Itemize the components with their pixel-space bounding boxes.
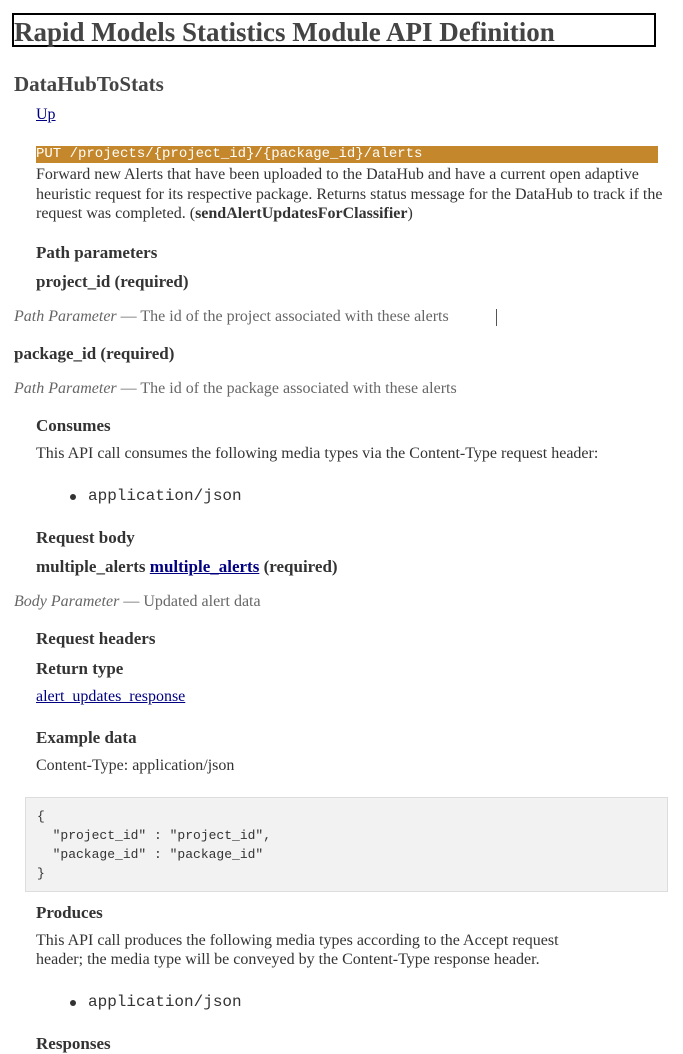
param-name-package-id: package_id (required)	[14, 344, 175, 363]
return-type-heading: Return type	[36, 659, 124, 678]
page-title: Rapid Models Statistics Module API Definition	[12, 13, 656, 47]
required-label: (required)	[263, 557, 338, 576]
responses-heading: Responses	[36, 1034, 111, 1053]
param-desc-project-id	[14, 308, 449, 326]
param-description: Updated alert data	[143, 593, 261, 610]
bullet-icon	[70, 494, 76, 500]
endpoint-description: Forward new Alerts that have been uploaded to the DataHub and have a current open adaptive heuristic request for its respective package. Returns status message for the DataHub to track if the request was completed. (sendAlertUpdatesForClassifier)	[36, 166, 663, 222]
endpoint-method-path: PUT /projects/{project_id}/{package_id}/alerts	[36, 146, 658, 163]
example-content-type: Content-Type: application/json	[36, 757, 235, 774]
text-cursor	[496, 309, 497, 326]
request-headers-heading: Request headers	[36, 629, 156, 648]
param-description: The id of the package associated with these alerts	[140, 380, 457, 397]
param-kind: Path Parameter	[14, 380, 117, 397]
body-param-type-link[interactable]: multiple_alerts	[149, 557, 260, 576]
param-kind: Path Parameter	[14, 308, 117, 325]
produces-text-line1: This API call produces the following media types according to the Accept request	[36, 932, 559, 949]
consumes-media-type: application/json	[88, 487, 242, 505]
separator: —	[120, 308, 137, 325]
example-code-block: { "project_id" : "project_id", "package_id" : "package_id" }	[25, 797, 668, 892]
section-title: DataHubToStats	[14, 72, 164, 96]
body-param-desc	[14, 593, 261, 611]
endpoint-description-text: Forward new Alerts that have been uploaded to the DataHub and have a current open adaptive heuristic request for its respective package. Returns status message for the DataHub to track if the request was completed.	[36, 166, 663, 222]
consumes-text: This API call consumes the following media types via the Content-Type request header:	[36, 445, 599, 462]
separator: —	[123, 593, 140, 610]
param-desc-package-id	[14, 380, 457, 398]
example-data-heading: Example data	[36, 728, 137, 747]
separator: —	[120, 380, 137, 397]
bullet-icon	[70, 1000, 76, 1006]
return-type-link[interactable]: alert_updates_response	[36, 688, 186, 705]
produces-heading: Produces	[36, 903, 103, 922]
param-name-project-id: project_id (required)	[36, 272, 189, 291]
param-description: The id of the project associated with these alerts	[140, 308, 449, 325]
produces-text-line2: header; the media type will be conveyed by the Content-Type response header.	[36, 951, 540, 968]
produces-media-type: application/json	[88, 993, 242, 1011]
param-kind: Body Parameter	[14, 593, 120, 610]
request-body-param	[36, 557, 338, 577]
body-param-name: multiple_alerts	[36, 557, 146, 576]
consumes-heading: Consumes	[36, 416, 111, 435]
request-body-heading: Request body	[36, 528, 135, 547]
operation-id: sendAlertUpdatesForClassifier	[195, 205, 408, 222]
path-parameters-heading: Path parameters	[36, 243, 158, 262]
up-link[interactable]: Up	[36, 106, 56, 123]
